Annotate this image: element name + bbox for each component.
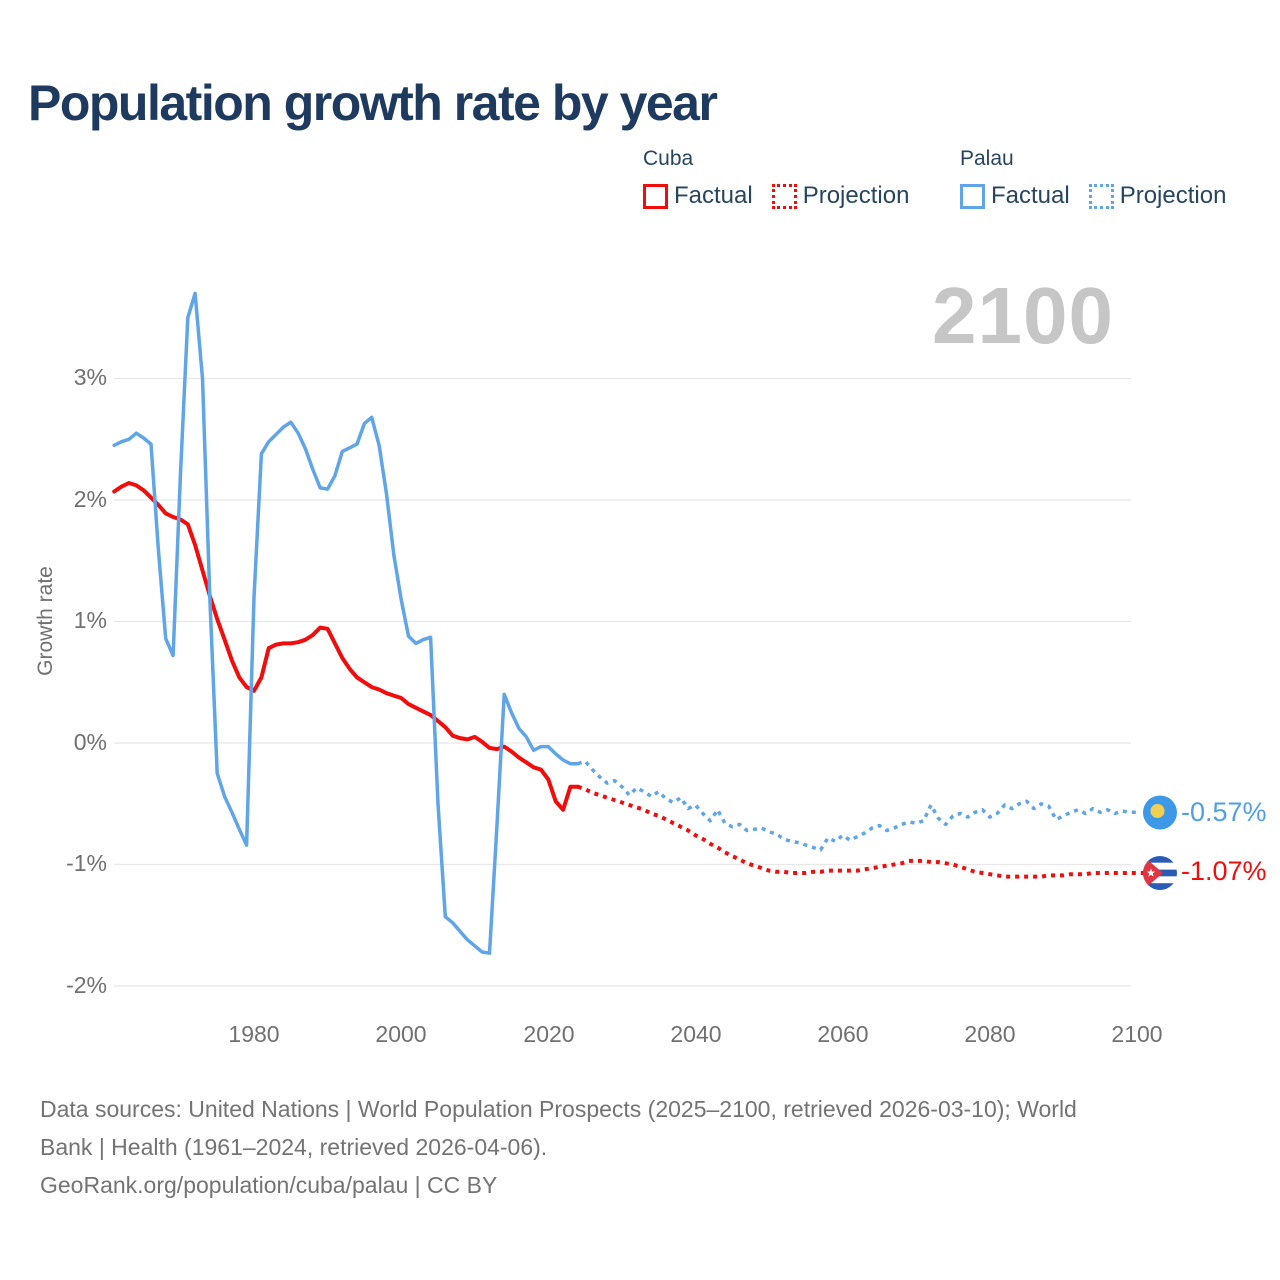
palau-factual-line [114,293,578,953]
palau-flag-icon [1143,796,1177,830]
x-tick-1980: 1980 [228,1021,280,1047]
legend-group-palau-name: Palau [960,147,1014,170]
legend-item-label: Factual [674,182,753,209]
legend-group-cuba-name: Cuba [643,147,694,170]
x-tick-2020: 2020 [523,1021,575,1047]
year-watermark: 2100 [932,271,1114,360]
cuba-projection-line [578,787,1145,877]
legend-item-label: Factual [991,182,1070,209]
source-url[interactable]: GeoRank.org/population/cuba/palau | CC BY [40,1172,498,1198]
legend-item-label: Projection [802,182,910,209]
y-tick-neg1: -1% [66,850,107,876]
y-axis-title: Growth rate [34,566,57,676]
footer [40,1090,1077,1204]
x-tick-2000: 2000 [375,1021,427,1047]
page-title: Population growth rate by year [28,75,717,131]
x-tick-2060: 2060 [817,1021,869,1047]
y-tick-2: 2% [73,486,107,512]
y-tick-neg2: -2% [66,972,107,998]
cuba-flag-icon [1143,856,1177,890]
x-tick-2040: 2040 [670,1021,722,1047]
palau-projection-line [578,761,1137,850]
legend-item-label: Projection [1119,182,1227,209]
cuba-factual-line [114,483,578,810]
x-tick-2100: 2100 [1111,1021,1163,1047]
y-tick-1: 1% [73,607,107,633]
y-tick-0: 0% [73,729,107,755]
data-sources-line-1: Data sources: United Nations | World Population Prospects (2025–2100, retrieved 2026-03-10); World [40,1096,1077,1122]
cuba-end-value: -1.07% [1181,856,1267,886]
x-tick-2080: 2080 [964,1021,1016,1047]
palau-end-value: -0.57% [1181,797,1267,827]
y-tick-3: 3% [73,364,107,390]
data-sources-line-2: Bank | Health (1961–2024, retrieved 2026-04-06). [40,1134,548,1160]
